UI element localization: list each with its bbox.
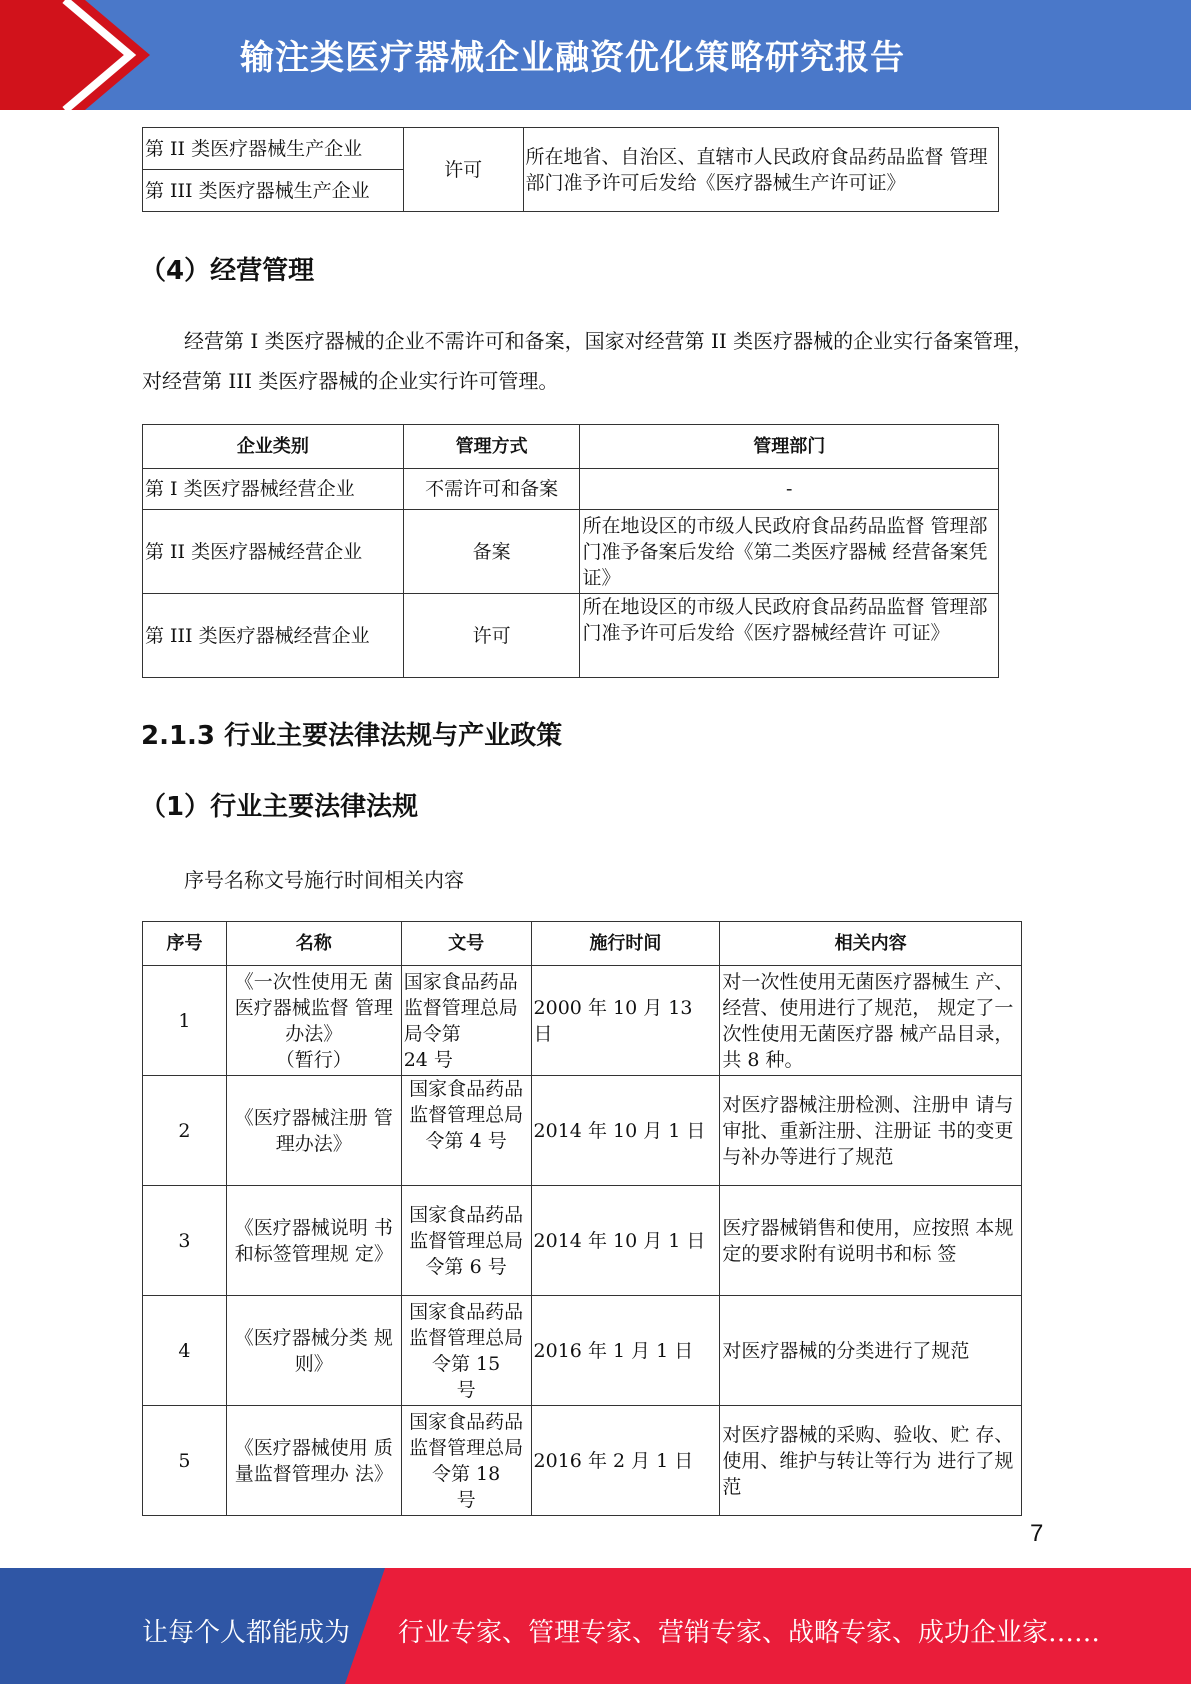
table-cell-no: 1 xyxy=(143,966,227,1076)
table-cell-doc: 国家食品药品监督管理总局令第 6 号 xyxy=(401,1186,531,1296)
table-row xyxy=(143,510,999,594)
table-cell-doc: 国家食品药品监督管理总局令第 4 号 xyxy=(401,1076,531,1186)
section-heading: 2.1.3 行业主要法律法规与产业政策 xyxy=(141,721,563,751)
table-cell-category: 第 II 类医疗器械生产企业 xyxy=(143,128,404,170)
table-caption: 序号名称文号施行时间相关内容 xyxy=(184,868,464,892)
footer-slogan-left: 让每个人都能成为 xyxy=(142,1618,351,1648)
page-header xyxy=(0,0,1191,110)
header-arrow-decoration xyxy=(0,0,150,110)
table-cell-name: 《一次性使用无 菌医疗器械监督 管理办法》 （暂行） xyxy=(226,966,401,1076)
table-cell-content: 对医疗器械的采购、验收、贮 存、使用、维护与转让等行为 进行了规范 xyxy=(720,1406,1022,1516)
table-header: 施行时间 xyxy=(531,922,720,966)
section-paragraph: 经营第 I 类医疗器械的企业不需许可和备案，国家对经营第 II 类医疗器械的企业实行备案管理，对经营第 III 类医疗器械的企业实行许可管理。 xyxy=(142,329,1034,393)
table-cell-no: 5 xyxy=(143,1406,227,1516)
table-cell-date: 2014 年 10 月 1 日 xyxy=(531,1076,720,1186)
table-cell-name: 《医疗器械使用 质量监督管理办 法》 xyxy=(226,1406,401,1516)
production-license-table xyxy=(142,127,999,212)
business-management-table xyxy=(142,424,999,678)
table-cell-doc: 国家食品药品监督管理总局令第 18 号 xyxy=(401,1406,531,1516)
table-cell-department: 所在地设区的市级人民政府食品药品监督 管理部门准予备案后发给《第二类医疗器械 经营备案凭证》 xyxy=(580,510,999,594)
table-cell-no: 3 xyxy=(143,1186,227,1296)
page-footer xyxy=(0,1568,1191,1684)
table-cell-doc: 国家食品药品监督管理总局令第 15 号 xyxy=(401,1296,531,1406)
table-cell-content: 对医疗器械注册检测、注册申 请与审批、重新注册、注册证 书的变更与补办等进行了规范 xyxy=(720,1076,1022,1186)
section-heading: （4）经营管理 xyxy=(140,256,315,286)
table-header: 相关内容 xyxy=(720,922,1022,966)
table-cell-method: 不需许可和备案 xyxy=(403,469,580,510)
table-cell-name: 《医疗器械分类 规则》 xyxy=(226,1296,401,1406)
table-cell-method: 许可 xyxy=(403,594,580,678)
table-cell-method: 备案 xyxy=(403,510,580,594)
table-cell-category: 第 I 类医疗器械经营企业 xyxy=(143,469,404,510)
table-header: 管理方式 xyxy=(403,425,580,469)
table-cell-no: 4 xyxy=(143,1296,227,1406)
table-row xyxy=(143,1296,1022,1406)
table-cell-content: 对一次性使用无菌医疗器械生 产、经营、使用进行了规范， 规定了一次性使用无菌医疗器 械产品目录，共 8 种。 xyxy=(720,966,1022,1076)
table-cell-name: 《医疗器械说明 书和标签管理规 定》 xyxy=(226,1186,401,1296)
table-header: 管理部门 xyxy=(580,425,999,469)
table-cell-method: 许可 xyxy=(403,128,523,212)
table-row xyxy=(143,469,999,510)
table-cell-department: 所在地设区的市级人民政府食品药品监督 管理部门准予许可后发给《医疗器械经营许 可证》 xyxy=(580,594,999,678)
table-cell-category: 第 III 类医疗器械生产企业 xyxy=(143,170,404,212)
table-cell-department: 所在地省、自治区、直辖市人民政府食品药品监督 管理部门准予许可后发给《医疗器械生产许可证》 xyxy=(523,128,998,212)
table-cell-no: 2 xyxy=(143,1076,227,1186)
table-cell-date: 2014 年 10 月 1 日 xyxy=(531,1186,720,1296)
table-cell-content: 医疗器械销售和使用，应按照 本规定的要求附有说明书和标 签 xyxy=(720,1186,1022,1296)
footer-slogan-right: 行业专家、管理专家、营销专家、战略专家、成功企业家…… xyxy=(398,1618,1101,1648)
header-title: 输注类医疗器械企业融资优化策略研究报告 xyxy=(240,38,905,78)
table-cell-doc: 国家食品药品监督管理总局局令第 24 号 xyxy=(401,966,531,1076)
table-header: 序号 xyxy=(143,922,227,966)
laws-table xyxy=(142,921,1022,1516)
table-cell-department: - xyxy=(580,469,999,510)
table-header: 名称 xyxy=(226,922,401,966)
table-row xyxy=(143,1186,1022,1296)
table-cell-category: 第 III 类医疗器械经营企业 xyxy=(143,594,404,678)
table-row xyxy=(143,1076,1022,1186)
page-number: 7 xyxy=(1030,1520,1044,1547)
section-heading: （1）行业主要法律法规 xyxy=(140,792,419,822)
table-row xyxy=(143,594,999,678)
table-cell-date: 2016 年 1 月 1 日 xyxy=(531,1296,720,1406)
table-row xyxy=(143,966,1022,1076)
table-header: 企业类别 xyxy=(143,425,404,469)
table-header: 文号 xyxy=(401,922,531,966)
table-cell-category: 第 II 类医疗器械经营企业 xyxy=(143,510,404,594)
table-row xyxy=(143,1406,1022,1516)
table-cell-name: 《医疗器械注册 管理办法》 xyxy=(226,1076,401,1186)
table-cell-date: 2016 年 2 月 1 日 xyxy=(531,1406,720,1516)
table-cell-content: 对医疗器械的分类进行了规范 xyxy=(720,1296,1022,1406)
table-cell-date: 2000 年 10 月 13 日 xyxy=(531,966,720,1076)
